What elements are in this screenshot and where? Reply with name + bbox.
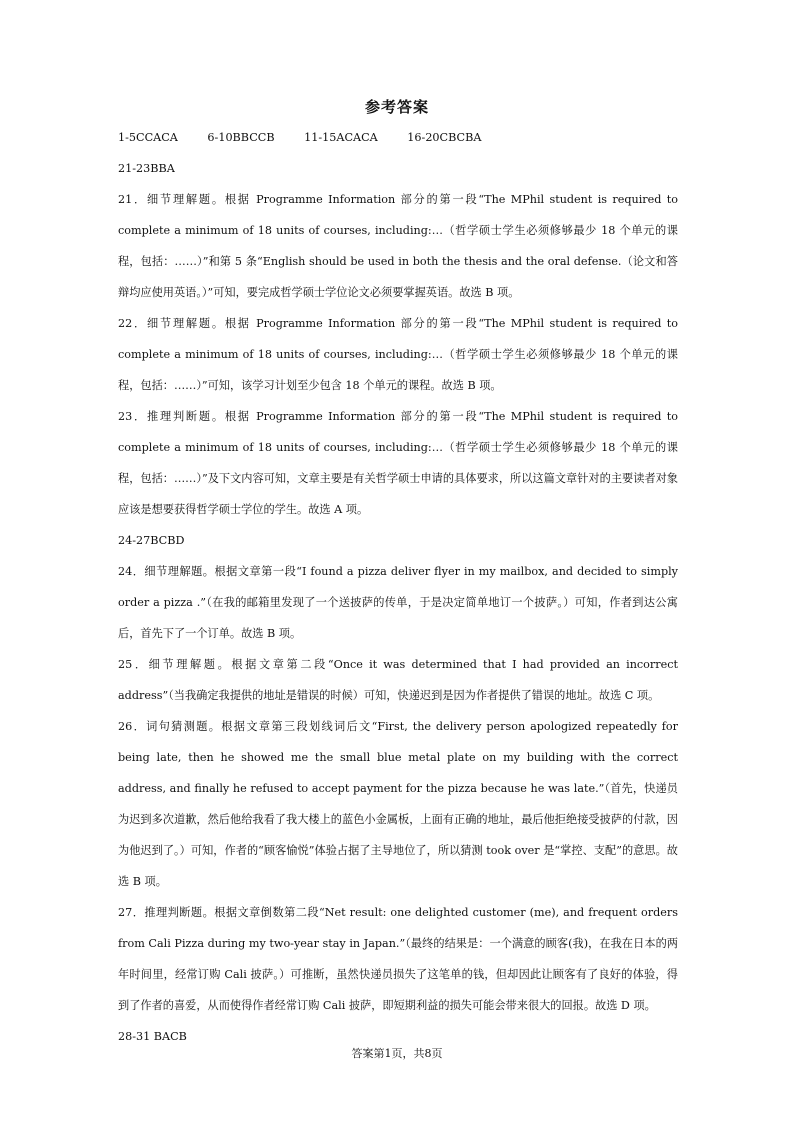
answer-group-21-23: 21-23BBA [118,162,175,175]
answer-group: 6-10BBCCB [207,131,275,144]
explanation-27: 27．推理判断题。根据文章倒数第二段“Net result: one delighted customer (me), and frequent orders from Cali Pizza during my two-year stay in Japan.”（最终的结果是：一个满意的顾客(我)，在我在日本的两年时间里，经常订购 Cali 披萨。）可推断，虽然快递员损失了这笔单的钱，但却因此让顾客有了良好的体验，得到了作者的喜爱，从而使得作者经常订购 Cali 披萨，即短期利益的损失可能会带来很大的回报。故选 D 项。 [118,906,678,1012]
explanation-21: 21．细节理解题。根据 Programme Information 部分的第一段“The MPhil student is required to complete a minimum of 18 units of courses, including:…（哲学硕士学生必须修够最少 18 个单元的课程，包括：……）”和第 5 条“English should be used in both the thesis and the oral defense.（论文和答辩均应使用英语。）”可知，要完成哲学硕士学位论文必须要掌握英语。故选 B 项。 [118,193,678,299]
page-footer: 答案第1页，共8页 [351,1047,443,1060]
page-title: 参考答案 [364,98,429,116]
answer-row-1-20 [118,122,678,153]
answer-group-24-27: 24-27BCBD [118,534,185,547]
explanation-22: 22．细节理解题。根据 Programme Information 部分的第一段“The MPhil student is required to complete a minimum of 18 units of courses, including:…（哲学硕士学生必须修够最少 18 个单元的课程，包括：……）”可知，该学习计划至少包含 18 个单元的课程。故选 B 项。 [118,317,678,392]
answer-group: 1-5CCACA [118,131,178,144]
answer-group: 11-15ACACA [304,131,378,144]
explanation-25: 25．细节理解题。根据文章第二段“Once it was determined that I had provided an incorrect address”（当我确定我提供的地址是错误的时候）可知，快递迟到是因为作者提供了错误的地址。故选 C 项。 [118,658,678,702]
explanation-26: 26．词句猜测题。根据文章第三段划线词后文“First, the delivery person apologized repeatedly for being late, then he showed me the small blue metal plate on my building with the correct address, and finally he refused to accept payment for the pizza because he was late.”（首先，快递员为迟到多次道歉，然后他给我看了我大楼上的蓝色小金属板，上面有正确的地址，最后他拒绝接受披萨的付款，因为他迟到了。）可知，作者的“顾客愉悦”体验占据了主导地位了，所以猜测 took over 是“掌控、支配”的意思。故选 B 项。 [118,720,678,888]
answer-content [118,122,678,1052]
explanation-23: 23．推理判断题。根据 Programme Information 部分的第一段“The MPhil student is required to complete a minimum of 18 units of courses, including:…（哲学硕士学生必须修够最少 18 个单元的课程，包括：……）”及下文内容可知，文章主要是有关哲学硕士申请的具体要求，所以这篇文章针对的主要读者对象应该是想要获得哲学硕士学位的学生。故选 A 项。 [118,410,678,516]
explanation-24: 24．细节理解题。根据文章第一段“I found a pizza deliver flyer in my mailbox, and decided to simply order a pizza .”（在我的邮箱里发现了一个送披萨的传单，于是决定简单地订一个披萨。）可知，作者到达公寓后，首先下了一个订单。故选 B 项。 [118,565,678,640]
answer-group-28-31: 28-31 BACB [118,1030,187,1043]
answer-group: 16-20CBCBA [407,131,482,144]
